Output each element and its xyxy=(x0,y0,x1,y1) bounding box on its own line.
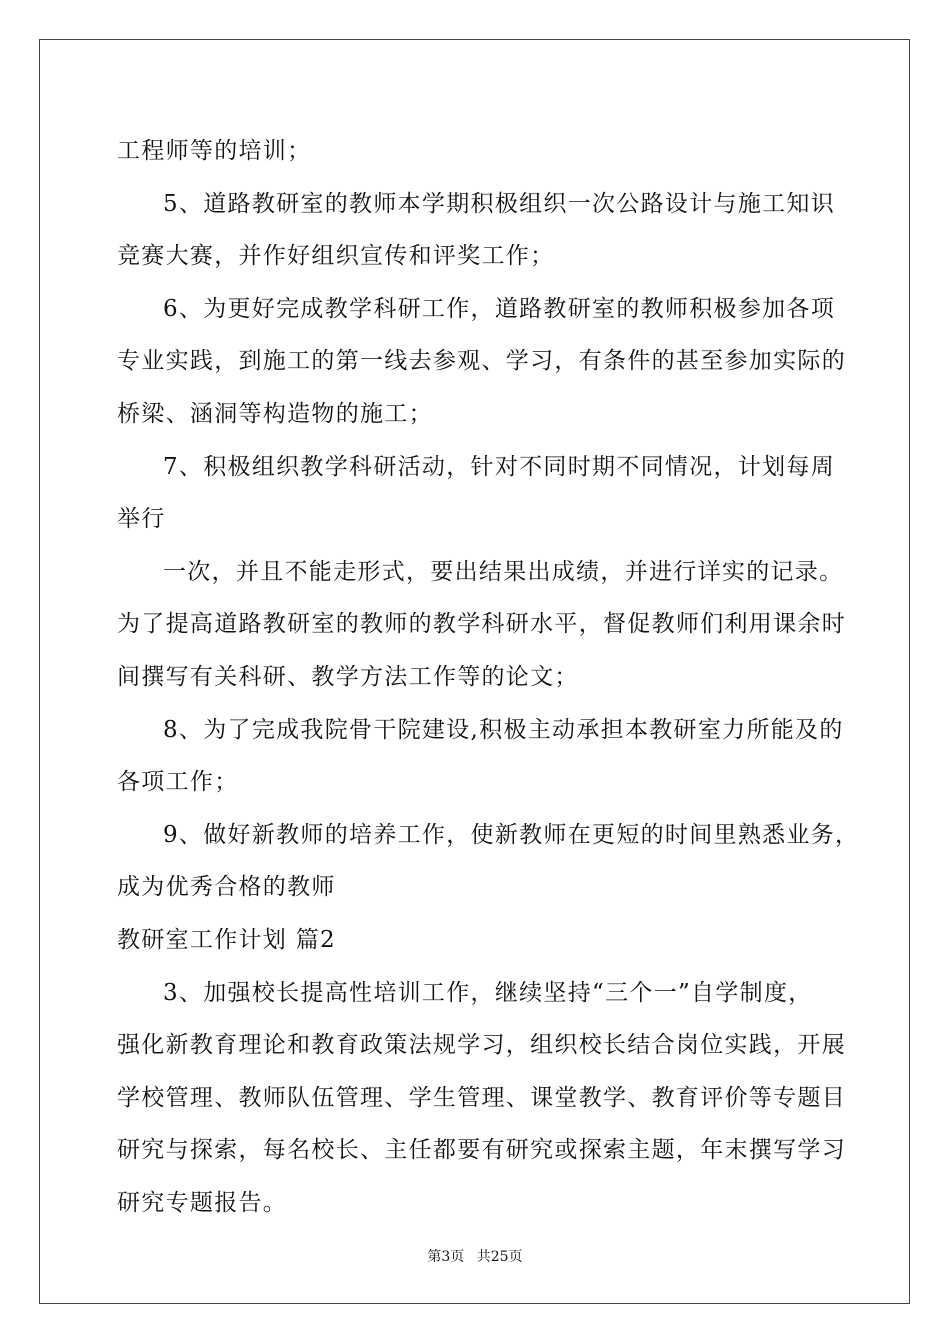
page-footer xyxy=(0,1246,950,1266)
text-line: 举行 xyxy=(117,506,166,533)
text-line: 8、为了完成我院骨干院建设,积极主动承担本教研室力所能及的 xyxy=(163,716,844,743)
text-line: 研究专题报告。 xyxy=(117,1189,288,1216)
text-line: 工程师等的培训； xyxy=(117,138,312,164)
text-line: 7、积极组织教学科研活动，针对不同时期不同情况，计划每周 xyxy=(163,453,836,480)
text-line: 6、为更好完成教学科研工作，道路教研室的教师积极参加各项 xyxy=(163,295,836,322)
text-line: 专业实践，到施工的第一线去参观、学习，有条件的甚至参加实际的 xyxy=(117,348,846,375)
text-line: 强化新教育理论和教育政策法规学习，组织校长结合岗位实践，开展 xyxy=(117,1032,846,1059)
text-line: 桥梁、涵洞等构造物的施工； xyxy=(117,400,433,427)
page-total: 共25页 xyxy=(476,1249,523,1265)
text-line: 各项工作； xyxy=(117,769,239,796)
text-line: 教研室工作计划 篇2 xyxy=(117,926,336,953)
page-number: 第3页 xyxy=(427,1249,465,1265)
document-body xyxy=(117,125,860,1229)
text-line: 成为优秀合格的教师 xyxy=(117,874,336,901)
text-line: 竞赛大赛，并作好组织宣传和评奖工作； xyxy=(117,243,555,270)
text-line: 间撰写有关科研、教学方法工作等的论文； xyxy=(117,663,579,690)
text-line: 9、做好新教师的培养工作，使新教师在更短的时间里熟悉业务， xyxy=(163,821,860,848)
text-line: 5、道路教研室的教师本学期积极组织一次公路设计与施工知识 xyxy=(163,190,836,217)
text-line: 为了提高道路教研室的教师的教学科研水平，督促教师们利用课余时 xyxy=(117,611,846,638)
text-line: 学校管理、教师队伍管理、学生管理、课堂教学、教育评价等专题目 xyxy=(117,1084,846,1111)
text-line: 3、加强校长提高性培训工作，继续坚持“三个一”自学制度， xyxy=(163,979,813,1006)
text-line: 研究与探索，每名校长、主任都要有研究或探索主题，年末撰写学习 xyxy=(117,1137,846,1164)
text-line: 一次，并且不能走形式，要出结果出成绩，并进行详实的记录。 xyxy=(163,558,844,585)
